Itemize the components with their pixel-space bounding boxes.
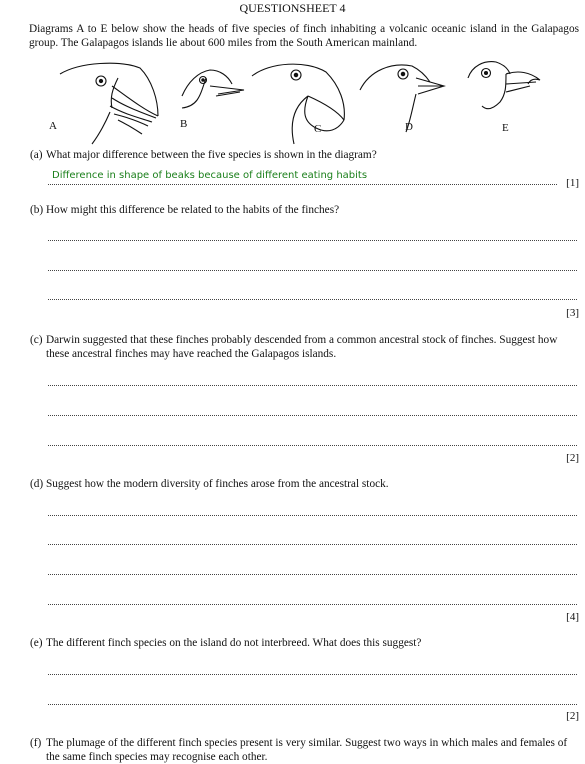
finch-head-d [360,65,444,132]
answer-line[interactable] [48,704,577,705]
label-c: C [314,123,322,135]
finch-head-e [468,62,540,109]
finch-head-b [182,70,244,108]
answer-line[interactable] [48,270,577,271]
intro-paragraph: Diagrams A to E below show the heads of five species of finch inhabiting a volcanic oceanic island in the Galapagos group. The Galapagos islands lie about 600 miles from the South American mainland. [29,23,579,49]
sheet-title: QUESTIONSHEET 4 [239,1,346,15]
marks-d: [4] [566,611,579,623]
answer-line[interactable] [48,299,577,300]
question-f-text: The plumage of the different finch species present is very similar. Suggest two ways in which males and females of the same finch species may recognise each other. [46,737,568,763]
answer-line[interactable] [48,674,577,675]
question-c [30,333,580,361]
question-d-text: Suggest how the modern diversity of finches arose from the ancestral stock. [46,478,389,490]
marks-b: [3] [566,307,579,319]
question-f [30,736,580,764]
finch-head-a [60,63,158,144]
label-d: D [405,121,413,133]
finch-heads-diagram [40,56,580,148]
answer-line[interactable] [48,385,577,386]
question-e [30,636,580,650]
answer-line[interactable] [48,445,577,446]
question-f-number: (f) [30,737,42,749]
question-e-text: The different finch species on the island do not interbreed. What does this suggest? [46,637,422,649]
marks-c: [2] [566,452,579,464]
answer-line[interactable] [48,184,557,185]
answer-line[interactable] [48,240,577,241]
answer-line[interactable] [48,574,577,575]
label-e: E [502,122,509,134]
question-b-number: (b) [30,204,44,216]
finch-head-c [252,64,344,144]
answer-line[interactable] [48,415,577,416]
question-d-number: (d) [30,478,44,490]
question-c-text: Darwin suggested that these finches probably descended from a common ancestral stock of finches. Suggest how these ancestral finches may have reached the Galapagos islands. [46,334,558,360]
question-c-number: (c) [30,334,43,346]
label-a: A [49,120,57,132]
marks-e: [2] [566,710,579,722]
question-b [30,203,580,217]
answer-a: Difference in shape of beaks because of different eating habits [52,170,368,181]
question-a [30,148,580,162]
answer-line[interactable] [48,604,577,605]
label-b: B [180,118,188,130]
answer-line[interactable] [48,515,577,516]
question-a-text: What major difference between the five species is shown in the diagram? [46,149,377,161]
finch-heads-drawing [40,56,580,148]
question-a-number: (a) [30,149,43,161]
marks-a: [1] [566,177,579,189]
answer-line[interactable] [48,544,577,545]
question-d [30,477,580,491]
question-b-text: How might this difference be related to the habits of the finches? [46,204,340,216]
question-e-number: (e) [30,637,43,649]
